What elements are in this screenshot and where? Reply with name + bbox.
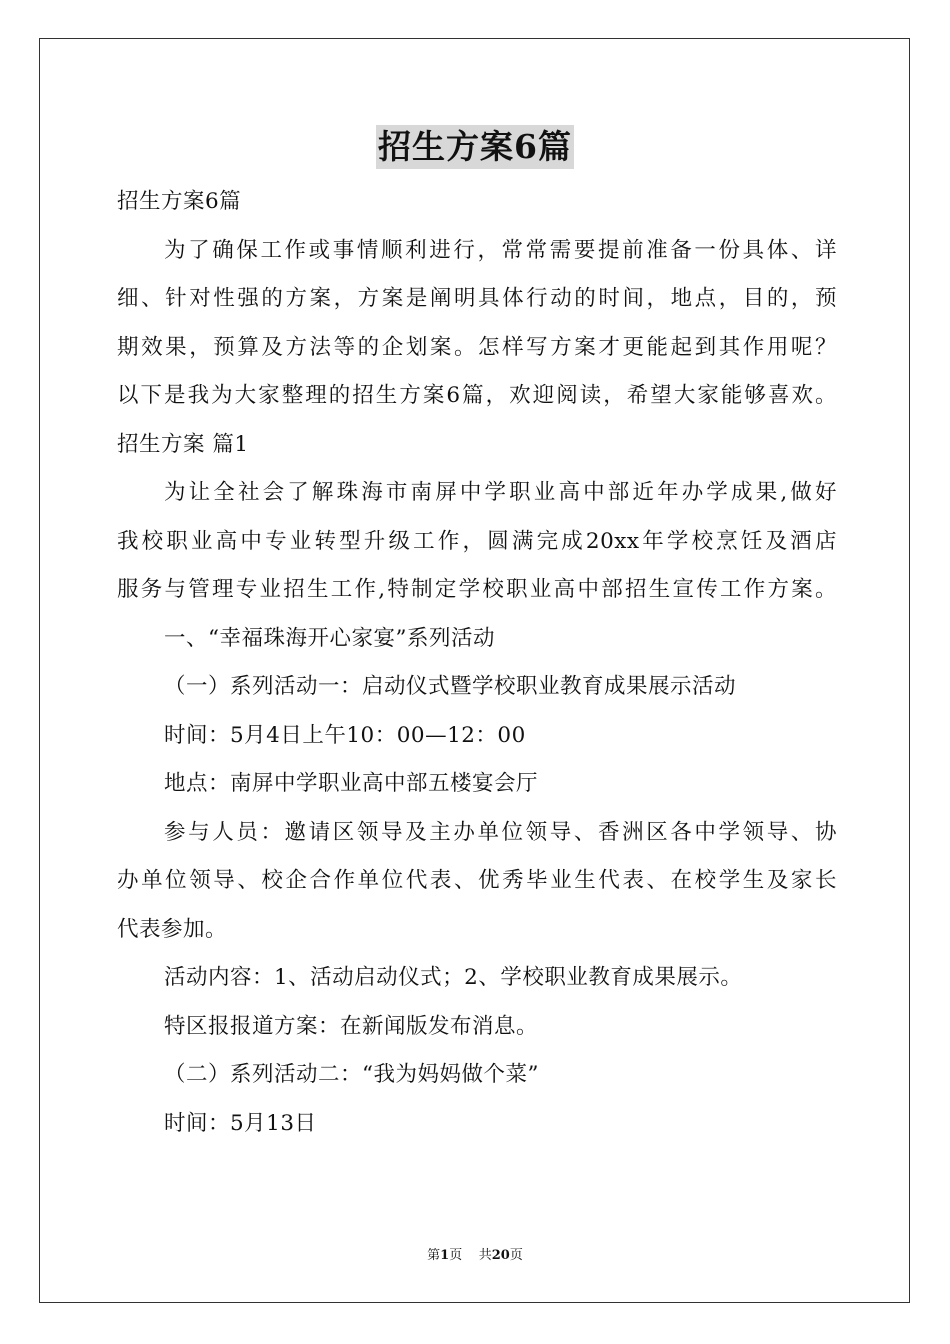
text-line: 期效果，预算及方法等的企划案。怎样写方案才更能起到其作用呢？ [117,334,837,360]
text-line: 我校职业高中专业转型升级工作，圆满完成20xx年学校烹饪及酒店 [117,528,837,554]
text-line: 服务与管理专业招生工作,特制定学校职业高中部招生宣传工作方案。 [117,577,837,602]
text-line: 时间：5月13日 [164,1110,317,1136]
text-line: 为让全社会了解珠海市南屏中学职业高中部近年办学成果,做好 [164,480,837,505]
text-line: 地点：南屏中学职业高中部五楼宴会厅 [164,771,539,796]
text-line: （一）系列活动一：启动仪式暨学校职业教育成果展示活动 [164,674,737,699]
text-line: 参与人员：邀请区领导及主办单位领导、香洲区各中学领导、协 [164,819,837,845]
text-line: （二）系列活动二：“我为妈妈做个菜” [164,1062,539,1087]
footer-mid: 页 共 [449,1248,492,1263]
footer-total-pages: 20 [491,1248,510,1263]
text-line: 细、针对性强的方案，方案是阐明具体行动的时间，地点，目的，预 [117,286,837,311]
text-line: 招生方案 篇1 [117,431,249,457]
footer-page-number: 1 [440,1248,450,1263]
footer-prefix: 第 [427,1248,441,1263]
text-line: 为了确保工作或事情顺利进行，常常需要提前准备一份具体、详 [164,237,837,263]
text-line: 办单位领导、校企合作单位代表、优秀毕业生代表、在校学生及家长 [117,868,837,893]
text-line: 以下是我为大家整理的招生方案6篇，欢迎阅读，希望大家能够喜欢。 [117,383,837,408]
text-line: 招生方案6篇 [117,189,242,214]
title-container [0,125,950,169]
document-body [117,178,837,1148]
text-line: 活动内容：1、活动启动仪式；2、学校职业教育成果展示。 [164,965,743,990]
text-line: 一、“幸福珠海开心家宴”系列活动 [164,625,495,651]
text-line: 代表参加。 [117,916,228,942]
footer-suffix: 页 [509,1248,523,1263]
page-footer [0,1247,950,1265]
text-line: 特区报报道方案：在新闻版发布消息。 [164,1013,539,1039]
document-title: 招生方案6篇 [376,125,574,169]
text-line: 时间：5月4日上午10：00—12：00 [164,722,526,748]
